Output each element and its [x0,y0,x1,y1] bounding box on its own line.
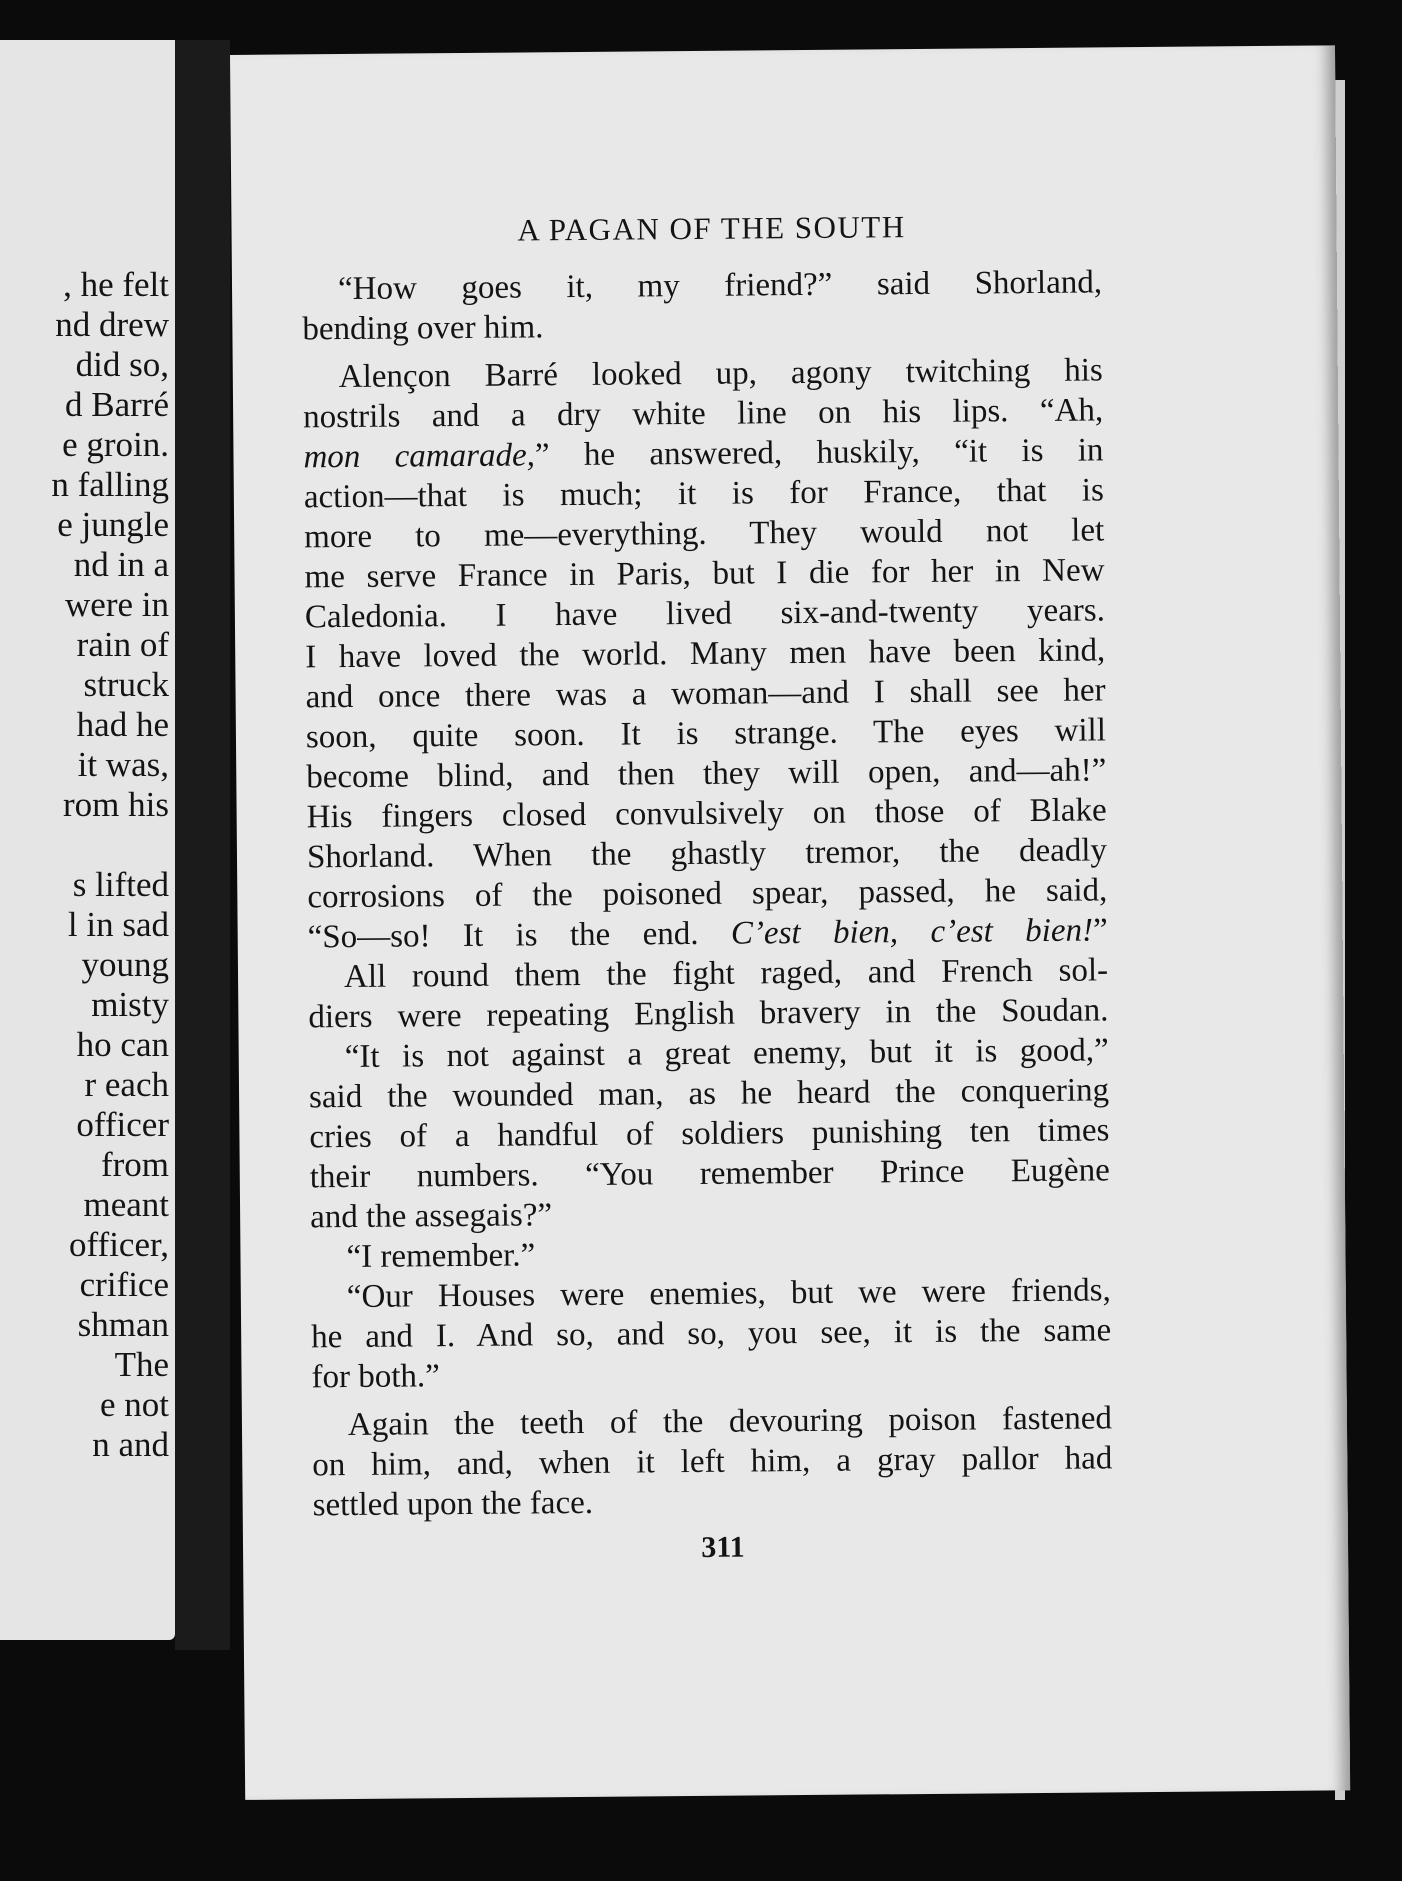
text-line: nostrils and a dry white line on his lips. “Ah, [303,392,1104,436]
running-head: A PAGAN OF THE SOUTH [517,209,906,248]
text-line: “I remember.” [346,1237,536,1276]
text-line: Alençon Barré looked up, agony twitching his [338,352,1103,396]
left-page-line: The [114,1345,169,1384]
text-line: on him, and, when it left him, a gray pallor had [312,1440,1113,1484]
left-page-line: e not [99,1385,169,1424]
text-line: and once there was a woman—and I shall see her [305,672,1106,716]
text-run: ” he answered, huskily, “it is in [534,432,1104,474]
text-line: he and I. And so, and so, you see, it is the same [311,1312,1112,1356]
left-page-line: s lifted [72,865,169,904]
left-page-line: did so, [75,345,169,384]
text-line: for both.” [311,1358,440,1396]
left-page-line: young [81,945,169,984]
text-line: me serve France in Paris, but I die for her in New [304,552,1105,596]
italic-phrase: C’est bien, c’est bien! [730,912,1094,952]
text-line: I have loved the world. Many men have been kind, [305,632,1106,676]
book-gutter [175,40,230,1650]
left-page-line: from [100,1145,169,1184]
left-page-line: officer [76,1105,169,1144]
text-line: All round them the fight raged, and French sol- [343,952,1109,996]
text-line: said the wounded man, as he heard the conquering [308,1072,1110,1116]
text-line: Again the teeth of the devouring poison fastened [347,1400,1113,1444]
text-line: soon, quite soon. It is strange. The eyes will [305,712,1107,756]
left-page-line: meant [83,1185,169,1224]
text-line: His fingers closed convulsively on those of Blake [306,792,1107,836]
text-line: “Our Houses were enemies, but we were friends, [346,1272,1111,1316]
text-line [308,910,1108,957]
body-text [302,262,1113,1525]
left-page-line: struck [83,665,169,704]
left-page-line: d Barré [65,385,169,424]
left-page-line: officer, [69,1225,169,1264]
left-page-line: n falling [51,465,169,504]
text-line: “How goes it, my friend?” said Shorland, [337,264,1103,308]
text-line: Shorland. When the ghastly tremor, the deadly [306,832,1108,876]
left-page-line: rom his [63,785,169,824]
text-run: ” [1092,912,1108,949]
left-page-line: e groin. [62,425,169,464]
page-number: 311 [701,1530,745,1564]
left-page-line: nd in a [73,545,169,584]
text-line: Caledonia. I have lived six-and-twenty years. [304,592,1106,636]
left-page-line: crifice [79,1265,169,1304]
italic-phrase: mon camarade, [303,437,536,476]
text-line: their numbers. “You remember Prince Eugène [309,1152,1110,1196]
text-line [303,430,1103,477]
left-page-line: had he [76,705,169,744]
text-line: “It is not against a great enemy, but it is good,” [344,1032,1109,1076]
left-page-line: ho can [76,1025,169,1064]
left-facing-page [0,40,175,1640]
right-page [230,45,1350,1800]
text-line: diers were repeating English bravery in the Soudan. [308,992,1109,1036]
text-line: action—that is much; it is for France, that is [303,472,1104,516]
left-page-line: n and [92,1425,169,1464]
left-page-line: , he felt [63,265,169,304]
text-run: “So—so! It is the end. [307,915,732,956]
text-line: more to me—everything. They would not let [304,512,1105,556]
text-line: and the assegais?” [309,1197,553,1236]
text-line: cries of a handful of soldiers punishing ten times [309,1112,1110,1156]
left-page-line: misty [91,985,169,1024]
text-line: settled upon the face. [312,1484,594,1524]
left-page-line: r each [84,1065,169,1104]
left-page-line: e jungle [57,505,169,544]
left-page-line: shman [77,1305,169,1344]
left-page-line: l in sad [67,905,169,944]
text-line: become blind, and then they will open, and—ah!” [306,752,1107,796]
left-page-line: it was, [77,745,169,784]
text-line: corrosions of the poisoned spear, passed, he said, [307,872,1108,916]
left-page-line: were in [65,585,169,624]
left-page-line: nd drew [55,305,169,344]
left-page-line: rain of [76,625,169,664]
text-line: bending over him. [302,309,544,348]
